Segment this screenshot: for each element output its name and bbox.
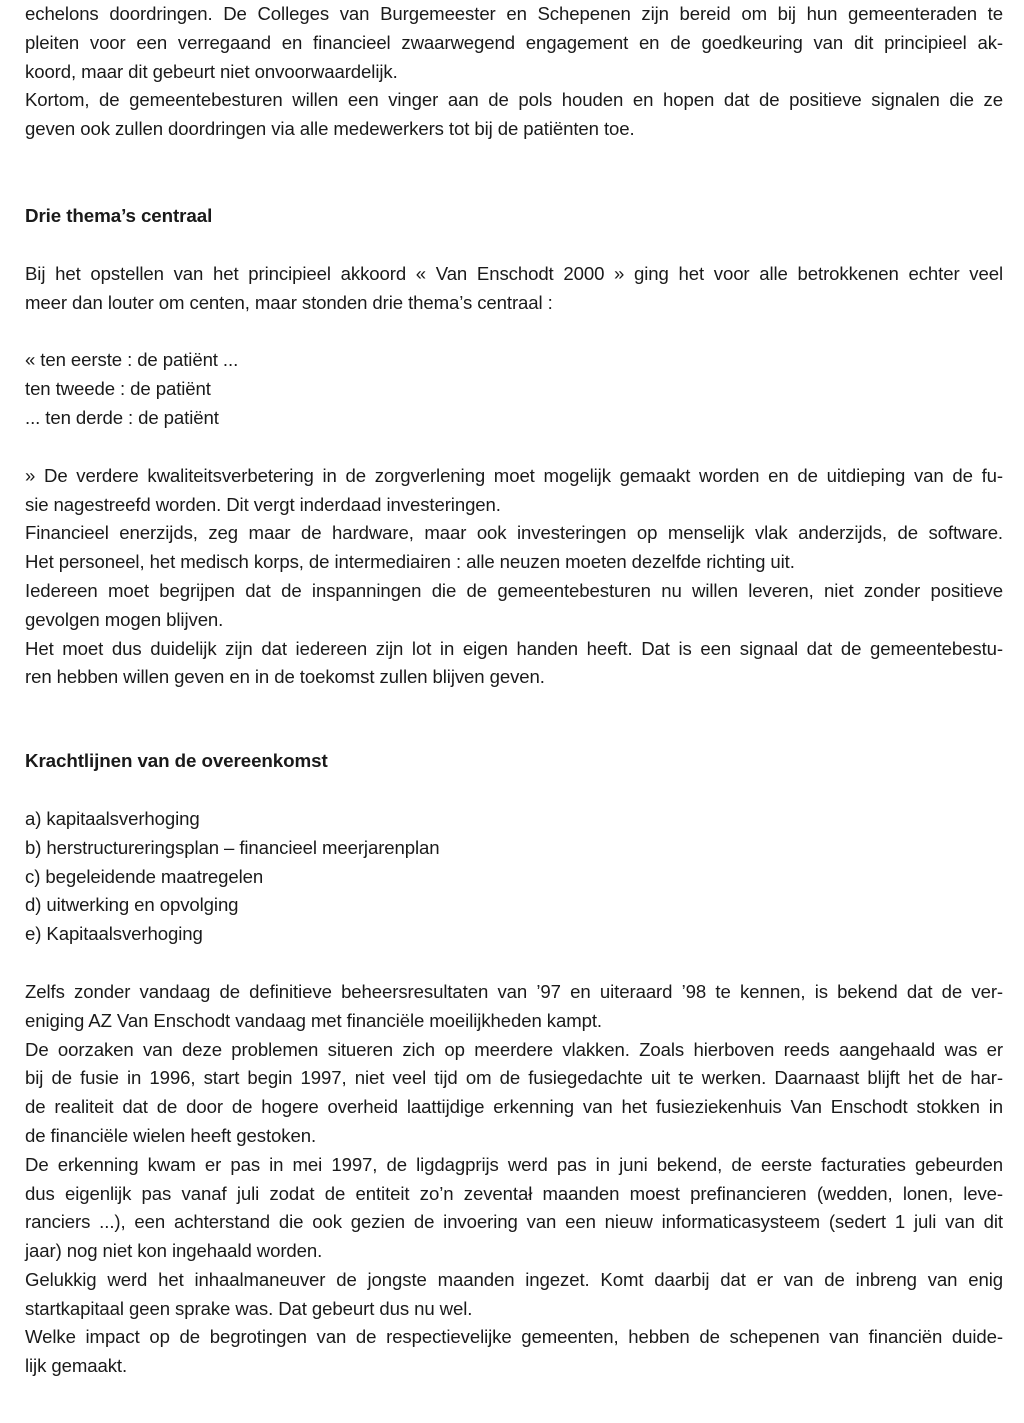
paragraph bbox=[25, 462, 1003, 692]
list-item: c) begeleidende maatregelen bbox=[25, 865, 264, 887]
paragraph bbox=[25, 978, 1003, 1381]
text-line: ranciers ...), een achterstand die ook gezien de invoering van een nieuw informaticasysteem (sedert 1 juli van dit bbox=[25, 1211, 1003, 1233]
text-line: pleiten voor een verregaand en financieel zwaarwegend engagement en de goedkeuring van dit principieel ak- bbox=[25, 31, 1003, 53]
list-item: e) Kapitaalsverhoging bbox=[25, 923, 203, 945]
text-line: jaar) nog niet kon ingehaald worden. bbox=[25, 1240, 323, 1262]
quote-block bbox=[25, 346, 1003, 432]
spacer bbox=[25, 776, 1003, 805]
text-line: Het moet dus duidelijk zijn dat iedereen zijn lot in eigen handen heeft. Dat is een signaal dat de gemeentebestu- bbox=[25, 637, 1003, 659]
text-line: gevolgen mogen blijven. bbox=[25, 608, 224, 630]
spacer bbox=[25, 231, 1003, 260]
quote-line: « ten eerste : de patiënt ... bbox=[25, 349, 239, 371]
list-item: b) herstructureringsplan – financieel meerjarenplan bbox=[25, 836, 440, 858]
list-block bbox=[25, 805, 1003, 949]
intro-paragraph bbox=[25, 0, 1003, 144]
text-line: geven ook zullen doordringen via alle medewerkers tot bij de patiënten toe. bbox=[25, 118, 635, 140]
document-page bbox=[25, 0, 1003, 1381]
text-line: eniging AZ Van Enschodt vandaag met financiële moeilijkheden kampt. bbox=[25, 1009, 602, 1031]
text-line: Gelukkig werd het inhaalmaneuver de jongste maanden ingezet. Komt daarbij dat er van de inbreng van enig bbox=[25, 1268, 1003, 1290]
text-line: bij de fusie in 1996, start begin 1997, niet veel tijd om de fusiegedachte uit te werken. Daarnaast blijft het de har- bbox=[25, 1067, 1003, 1089]
list-item: d) uitwerking en opvolging bbox=[25, 894, 239, 916]
text-line: de realiteit dat de door de hogere overheid laattijdige erkenning van het fusieziekenhuis Van Enschodt stokken in bbox=[25, 1096, 1003, 1118]
text-line: sie nagestreefd worden. Dit vergt inderdaad investeringen. bbox=[25, 493, 501, 515]
section-heading: Krachtlijnen van de overeenkomst bbox=[25, 750, 328, 772]
paragraph bbox=[25, 260, 1003, 318]
text-line: Het personeel, het medisch korps, de intermediairen : alle neuzen moeten dezelfde richting uit. bbox=[25, 551, 795, 573]
spacer bbox=[25, 144, 1003, 202]
spacer bbox=[25, 692, 1003, 747]
spacer bbox=[25, 317, 1003, 346]
spacer bbox=[25, 433, 1003, 462]
section-heading: Drie thema’s centraal bbox=[25, 204, 213, 226]
text-line: koord, maar dit gebeurt niet onvoorwaardelijk. bbox=[25, 60, 398, 82]
quote-line: ... ten derde : de patiënt bbox=[25, 406, 219, 428]
text-line: echelons doordringen. De Colleges van Burgemeester en Schepenen zijn bereid om bij hun gemeenteraden te bbox=[25, 3, 1003, 24]
quote-line: ten tweede : de patiënt bbox=[25, 378, 211, 400]
text-line: dus eigenlijk pas vanaf juli zodat de entiteit zo’n zeventał maanden moest prefinancieren (wedden, lonen, leve- bbox=[25, 1182, 1003, 1204]
text-line: Zelfs zonder vandaag de definitieve beheersresultaten van ’97 en uiteraard ’98 te kennen, is bekend dat de ver- bbox=[25, 980, 1003, 1002]
text-line: lijk gemaakt. bbox=[25, 1355, 128, 1377]
text-line: » De verdere kwaliteitsverbetering in de zorgverlening moet mogelijk gemaakt worden en de uitdieping van de fu- bbox=[25, 464, 1003, 486]
text-line: de financiële wielen heeft gestoken. bbox=[25, 1124, 317, 1146]
text-line: Bij het opstellen van het principieel akkoord « Van Enschodt 2000 » ging het voor alle betrokkenen echter veel bbox=[25, 262, 1003, 284]
text-line: De oorzaken van deze problemen situeren zich op meerdere vlakken. Zoals hierboven reeds aangehaald was er bbox=[25, 1038, 1003, 1060]
text-line: meer dan louter om centen, maar stonden drie thema’s centraal : bbox=[25, 291, 553, 313]
list-item: a) kapitaalsverhoging bbox=[25, 807, 200, 829]
text-line: startkapitaal geen sprake was. Dat gebeurt dus nu wel. bbox=[25, 1297, 473, 1319]
text-line: Iedereen moet begrijpen dat de inspanningen die de gemeentebesturen nu willen leveren, niet zonder positieve bbox=[25, 579, 1003, 601]
text-line: Financieel enerzijds, zeg maar de hardware, maar ook investeringen op menselijk vlak anderzijds, de software. bbox=[25, 522, 1003, 544]
spacer bbox=[25, 949, 1003, 978]
text-line: Welke impact op de begrotingen van de respectievelijke gemeenten, hebben de schepenen van financiën duide- bbox=[25, 1326, 1003, 1348]
text-line: Kortom, de gemeentebesturen willen een vinger aan de pols houden en hopen dat de positieve signalen die ze bbox=[25, 89, 1003, 111]
text-line: De erkenning kwam er pas in mei 1997, de ligdagprijs werd pas in juni bekend, de eerste facturaties gebeurden bbox=[25, 1153, 1003, 1175]
text-line: ren hebben willen geven en in de toekomst zullen blijven geven. bbox=[25, 666, 545, 688]
